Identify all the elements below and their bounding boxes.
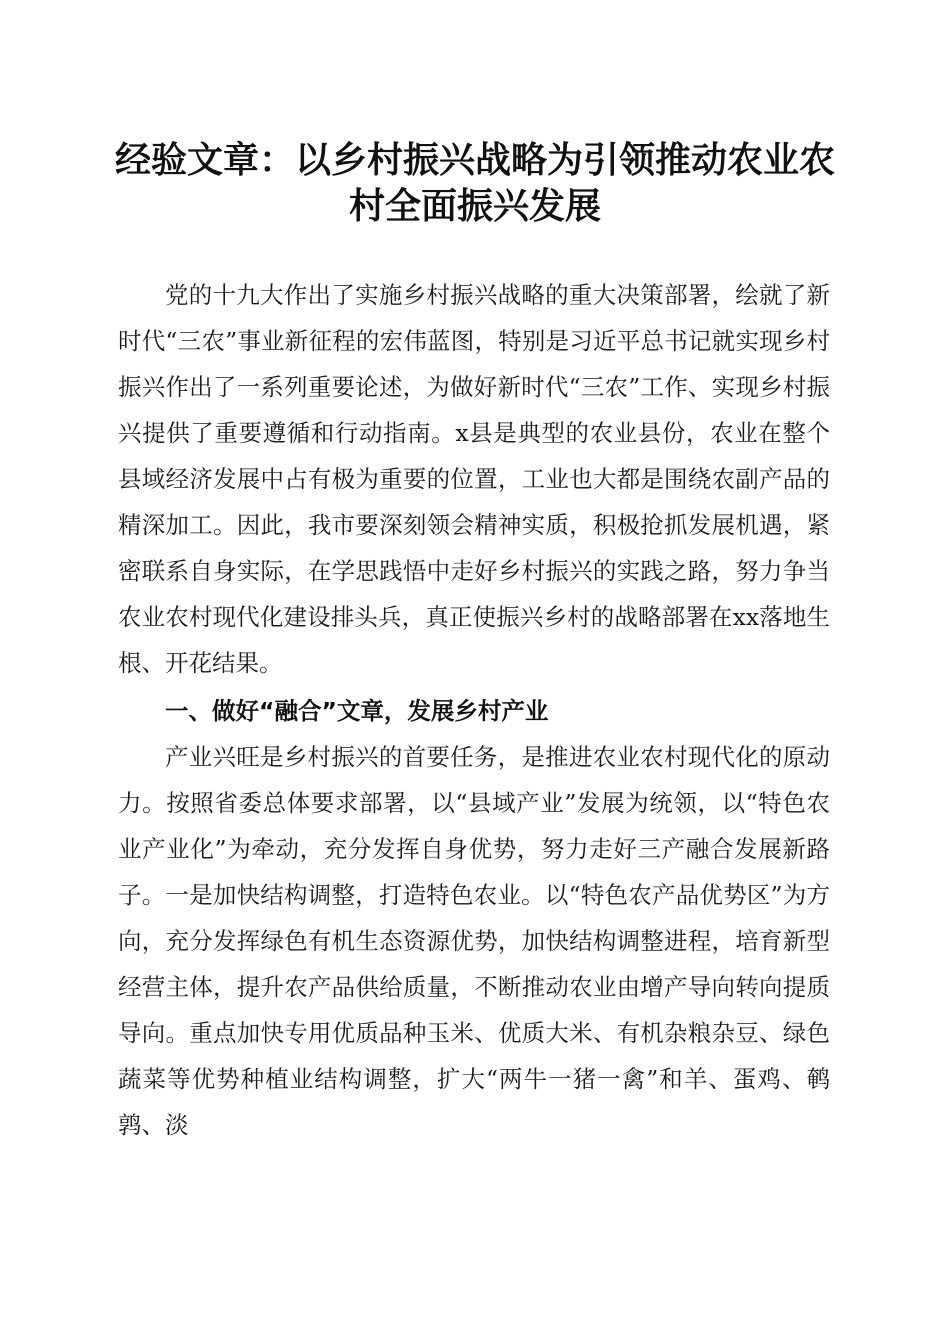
intro-paragraph: 党的十九大作出了实施乡村振兴战略的重大决策部署，绘就了新时代“三农”事业新征程的宏伟蓝图，特别是习近平总书记就实现乡村振兴作出了一系列重要论述，为做好新时代“三农”工作、实现乡村振兴提供了重要遵循和行动指南。x县是典型的农业县份，农业在整个县域经济发展中占有极为重要的位置，工业也大都是围绕农副产品的精深加工。因此，我市要深刻领会精神实质，积极抢抓发展机遇，紧密联系自身实际，在学思践悟中走好乡村振兴的实践之路，努力争当农业农村现代化建设排头兵，真正使振兴乡村的战略部署在xx落地生根、开花结果。 <box>118 281 830 677</box>
document-body <box>118 272 830 1148</box>
section-paragraph: 产业兴旺是乡村振兴的首要任务，是推进农业农村现代化的原动力。按照省委总体要求部署，以“县域产业”发展为统领，以“特色农业产业化”为牵动，充分发挥自身优势，努力走好三产融合发展新路子。一是加快结构调整，打造特色农业。以“特色农产品优势区”为方向，充分发挥绿色有机生态资源优势，加快结构调整进程，培育新型经营主体，提升农产品供给质量，不断推动农业由增产导向转向提质导向。重点加快专用优质品种玉米、优质大米、有机杂粮杂豆、绿色蔬菜等优势种植业结构调整，扩大“两牛一猪一禽”和羊、蛋鸡、鹌鹑、淡 <box>118 743 830 1139</box>
section-heading: 一、做好“融合”文章，发展乡村产业 <box>165 697 549 725</box>
document-title: 经验文章：以乡村振兴战略为引领推动农业农村全面振兴发展 <box>114 139 835 227</box>
